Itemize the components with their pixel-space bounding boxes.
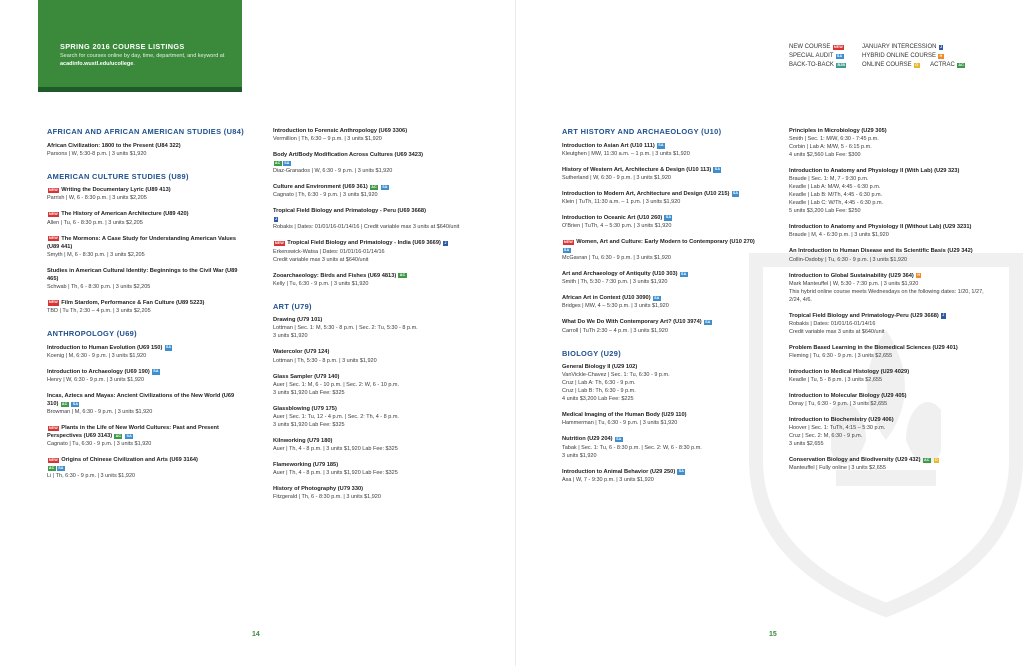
course-title	[273, 437, 473, 445]
course-title	[273, 272, 473, 280]
course-title	[47, 392, 247, 408]
course-entry	[273, 151, 473, 175]
course-entry	[789, 368, 989, 384]
badge-ac: AC	[274, 160, 281, 165]
course-title-text: Women, Art and Culture: Early Modern to Contemporary (U10 270)	[576, 239, 755, 246]
course-title-text: General Biology II (U29 102)	[562, 364, 638, 371]
course-title-text: Body Art/Body Modification Across Cultures (U69 3423)	[273, 152, 424, 159]
course-details: Sutherland | W, 6:30 - 9 p.m. | 3 units $1,920	[562, 174, 671, 181]
course-entry	[273, 373, 473, 397]
course-details: Hoover | Sec. 1: TuTh, 4:15 – 5:30 p.m.	[789, 425, 886, 432]
course-details: Parsons | W, 5:30-8 p.m. | 3 units $1,920	[47, 150, 147, 157]
badge-bb: B2B	[837, 62, 846, 67]
badge-sa: SA	[705, 319, 711, 324]
course-title-text: An Introduction to Human Disease and its Scientific Basis (U29 342)	[789, 248, 973, 255]
course-details: Li | Th, 6:30 - 9 p.m. | 3 units $1,920	[47, 473, 136, 480]
course-title-text: Drawing (U79 101)	[273, 317, 323, 324]
course-entry	[789, 167, 989, 215]
course-details: Cruz | Lab A: Th, 6:30 - 9 p.m.	[562, 380, 636, 387]
course-title	[273, 316, 473, 324]
course-details: Cruz | Sec. 2: M, 6:30 - 9 p.m.	[789, 433, 863, 440]
course-entry	[789, 416, 989, 448]
badge-sa: SA	[616, 436, 622, 441]
course-details: 3 units $1,920	[562, 452, 597, 459]
course-details: 5 units $3,200 Lab Fee: $250	[789, 208, 861, 215]
course-title-text: Introduction to Anatomy and Physiology II (With Lab) (U29 323)	[789, 168, 960, 175]
course-badges	[273, 215, 473, 223]
legend-row	[789, 61, 966, 70]
legend-item	[862, 61, 920, 70]
course-title	[562, 318, 762, 326]
course-title-text: Tropical Field Biology and Primatology - India (U69 3669)	[287, 240, 441, 247]
course-title-text: Tropical Field Biology and Primatology - Peru (U69 3668)	[273, 208, 426, 215]
course-title-text: Art and Archaeology of Antiquity (U10 303)	[562, 271, 678, 278]
legend-item	[789, 61, 862, 70]
course-title-text: Culture and Environment (U69 361)	[273, 184, 368, 191]
course-details: Smith | Th, 5:30 - 7:30 p.m. | 3 units $1,920	[562, 279, 668, 286]
course-details: Corbin | Lab A: M/W, 5 - 6:15 p.m.	[789, 144, 872, 151]
legend-label: BACK-TO-BACK	[789, 62, 834, 68]
section-heading: AFRICAN AND AFRICAN AMERICAN STUDIES (U84)	[47, 127, 244, 136]
banner-title: SPRING 2016 COURSE LISTINGS	[60, 42, 185, 51]
course-details: Hammerman | Tu, 6:30 - 9 p.m. | 3 units $1,920	[562, 420, 678, 427]
legend-label: JANUARY INTERCESSION	[862, 44, 937, 50]
badge-j: J	[274, 216, 278, 221]
course-title	[562, 294, 762, 302]
section-heading: AMERICAN CULTURE STUDIES (U89)	[47, 171, 189, 181]
section-heading: ART (U79)	[273, 301, 312, 311]
badge-sa: SA	[58, 465, 64, 470]
course-details: Doray | Tu, 6:30 - 9 p.m. | 3 units $2,655	[789, 401, 888, 408]
course-title-text: Introduction to Asian Art (U10 111)	[562, 142, 655, 149]
course-entry	[562, 270, 762, 286]
course-details: Robakis | Dates: 01/01/16-01/14/16 | Credit variable max 3 units at $640/unit	[273, 224, 460, 231]
course-details: Auer | Sec. 1: M, 6 - 10 p.m. | Sec. 2: W, 6 - 10 p.m.	[273, 381, 400, 388]
legend-item	[862, 52, 944, 61]
course-entry	[789, 272, 989, 304]
course-title	[273, 485, 473, 493]
course-title	[273, 127, 473, 135]
course-title	[273, 183, 473, 191]
course-title	[789, 416, 989, 424]
badge-j: J	[942, 313, 945, 318]
course-details: Keadle | Tu, 5 - 8 p.m. | 3 units $2,655	[789, 377, 883, 383]
course-entry	[273, 316, 473, 340]
section-heading: ART HISTORY AND ARCHAEOLOGY (U10)	[562, 127, 722, 136]
badge-ac: AC	[371, 184, 377, 189]
course-details: 4 units $2,560 Lab Fee: $300	[789, 152, 861, 159]
course-details: TBD | Tu Th, 2:30 – 4 p.m. | 3 units $2,205	[47, 308, 151, 315]
course-details: Klein | TuTh, 11:30 a.m. – 1 p.m. | 3 units $1,920	[562, 198, 681, 205]
legend-item	[930, 61, 966, 70]
course-entry	[47, 186, 247, 202]
course-entry	[47, 267, 247, 291]
course-entry	[562, 411, 762, 427]
course-title	[47, 456, 247, 464]
course-title	[789, 312, 989, 320]
course-details: Robakis | Dates: 01/01/16-01/14/16	[789, 320, 876, 327]
course-title-text: History of Western Art, Architecture & Design (U10 113)	[562, 166, 712, 173]
badge-new: NEW	[48, 187, 58, 192]
course-details: McGavran | Tu, 6:30 - 9 p.m. | 3 units $1,920	[562, 255, 671, 262]
course-title-text: What Do We Do With Contemporary Art? (U10 3974)	[562, 319, 702, 326]
badge-sa: SA	[714, 167, 721, 172]
course-title-text: Origins of Chinese Civilization and Arts (U69 3164)	[61, 457, 198, 464]
course-details: Asa | W, 7 - 9:30 p.m. | 3 units $1,920	[562, 476, 654, 483]
course-title-text: Flameworking (U79 185)	[273, 461, 339, 468]
course-entry	[562, 294, 762, 310]
course-details: O'Brien | TuTh, 4 – 5:30 p.m. | 3 units $1,920	[562, 223, 672, 230]
course-details: Collin-Osdoby | Tu, 6:30 - 9 p.m. | 3 units $1,920	[789, 256, 908, 263]
badge-ac: AC	[48, 465, 55, 470]
column-3	[562, 127, 762, 492]
course-title	[273, 239, 473, 247]
course-title-text: Introduction to Animal Behavior (U29 250)	[562, 468, 676, 475]
section-heading: ANTHROPOLOGY (U69)	[47, 329, 137, 339]
course-details: Credit variable max 3 units at $640/unit	[273, 256, 369, 263]
course-title	[789, 456, 989, 464]
course-title-text: Watercolor (U79 124)	[273, 349, 330, 356]
course-title-text: Introduction to Forensic Anthropology (U69 3306)	[273, 128, 408, 134]
course-entry	[789, 392, 989, 408]
course-details: Bridges | MW, 4 – 5:30 p.m. | 3 units $1,920	[562, 303, 669, 310]
course-details: This hybrid online course meets Wednesdays on the following dates: 1/20, 1/27, 2/24, 4/6.	[789, 288, 984, 303]
course-details: Browman | M, 6:30 - 9 p.m. | 3 units $1,920	[47, 409, 153, 416]
column-4	[789, 127, 989, 480]
course-entry	[789, 223, 989, 239]
badge-ac: AC	[61, 401, 68, 406]
badge-new: NEW	[48, 211, 58, 216]
badge-new: NEW	[48, 457, 58, 462]
course-title	[273, 151, 473, 159]
badge-ac: AC	[399, 273, 406, 278]
course-title	[47, 424, 247, 440]
course-title	[47, 368, 247, 376]
badge-on: O	[915, 62, 919, 67]
course-title	[562, 142, 762, 150]
badge-sa: SA	[284, 160, 290, 165]
course-details: Tabak | Sec. 1: Tu, 6 - 8:30 p.m. | Sec. 2: W, 6 - 8:30 p.m.	[562, 444, 702, 451]
course-entry	[273, 183, 473, 199]
course-details: Lottman | Sec. 1: M, 5:30 - 8 p.m. | Sec. 2: Tu, 5:30 - 8 p.m.	[273, 325, 418, 332]
course-title	[562, 468, 762, 476]
course-details: Braude | M, 4 - 6:30 p.m. | 3 units $1,920	[789, 232, 889, 239]
course-entry	[789, 344, 989, 360]
legend-label: NEW COURSE	[789, 44, 831, 50]
badge-hy: H	[917, 273, 921, 278]
legend-row	[789, 52, 966, 61]
badge-sa: SA	[563, 247, 570, 252]
course-title-text: Incas, Aztecs and Mayas: Ancient Civilizations of the New World (U69 310)	[47, 392, 235, 408]
course-entry	[273, 437, 473, 453]
page-number-right: 15	[769, 631, 777, 638]
badge-sa: SA	[836, 53, 843, 58]
course-title-text: Nutrition (U29 204)	[562, 436, 613, 443]
course-entry	[273, 239, 473, 263]
course-entry	[562, 166, 762, 182]
course-title	[562, 363, 762, 371]
course-entry	[47, 142, 247, 158]
course-badges	[47, 464, 247, 472]
course-title-text: Introduction to Medical Histology (U29 4029)	[789, 368, 910, 375]
course-title	[562, 411, 762, 419]
course-title-text: History of Photography (U79 330)	[273, 486, 364, 493]
right-page	[515, 0, 1030, 666]
course-details: Auer | Th, 4 - 8 p.m. | 3 units $1,920 Lab Fee: $325	[273, 470, 398, 477]
course-details: 3 units $1,920 Lab Fee: $325	[273, 389, 345, 396]
course-details: Cagnato | Th, 6:30 - 9 p.m. | 3 units $1,920	[273, 192, 378, 199]
course-entry	[47, 392, 247, 416]
badge-sa: SA	[72, 401, 79, 406]
course-title-text: Studies in American Cultural Identity: Beginnings to the Civil War (U89 465)	[47, 267, 238, 282]
course-details: Allen | Tu, 6 - 8:30 p.m. | 3 units $2,205	[47, 219, 143, 226]
course-details: Mark Manteuffel | W, 5:30 - 7:30 p.m. | 3 units $1,920	[789, 280, 919, 287]
course-entry	[273, 127, 473, 143]
course-title	[47, 344, 247, 352]
course-title-text: Glassblowing (U79 175)	[273, 405, 337, 412]
legend	[789, 43, 966, 70]
course-title	[273, 348, 473, 356]
course-title	[47, 299, 247, 307]
badge-sa: SA	[681, 271, 687, 276]
badge-ac: AC	[115, 433, 122, 438]
course-details: Erkenswick-Watsa | Dates: 01/01/16-01/14/16	[273, 248, 385, 255]
course-title-text: The Mormons: A Case Study for Understanding American Values (U89 441)	[47, 235, 237, 250]
course-title-text: Conservation Biology and Biodiversity (U29 432)	[789, 457, 921, 464]
column-1	[47, 127, 247, 488]
course-entry	[562, 214, 762, 230]
badge-new: NEW	[274, 240, 284, 245]
course-title-text: Introduction to Human Evolution (U69 150)	[47, 344, 163, 351]
badge-sa: SA	[165, 345, 172, 350]
course-details: 3 units $1,920	[273, 333, 308, 340]
course-details: Auer | Sec. 1: Tu, 12 - 4 p.m. | Sec. 2: Th, 4 - 8 p.m.	[273, 413, 399, 420]
course-details: Smyth | M, 6 - 8:30 p.m. | 3 units $2,205	[47, 251, 145, 258]
course-title	[789, 368, 989, 376]
course-entry	[47, 299, 247, 315]
course-title	[562, 270, 762, 278]
badge-sa: SA	[654, 295, 660, 300]
course-entry	[47, 456, 247, 480]
course-entry	[47, 368, 247, 384]
course-entry	[789, 247, 989, 263]
course-entry	[273, 405, 473, 429]
badge-sa: SA	[382, 184, 388, 189]
course-title-text: Kilnworking (U79 180)	[273, 437, 333, 444]
course-title-text: Introduction to Modern Art, Architecture and Design (U10 215)	[562, 190, 730, 197]
course-title-text: Introduction to Anatomy and Physiology II (Without Lab) (U29 3231)	[789, 224, 972, 231]
course-details: Parrish | W, 6 - 8:30 p.m. | 3 units $2,205	[47, 195, 147, 202]
banner-url-link[interactable]: acadinfo.wustl.edu/ucollege	[60, 60, 134, 67]
course-title	[47, 235, 247, 251]
course-details: Auer | Th, 4 - 8 p.m. | 3 units $1,920 Lab Fee: $325	[273, 445, 398, 452]
course-entry	[47, 424, 247, 448]
course-details: Vermillion | Th, 6:30 – 9 p.m. | 3 units $1,920	[273, 136, 382, 143]
course-badges	[273, 159, 473, 167]
course-title	[47, 267, 247, 283]
course-entry	[273, 485, 473, 501]
badge-sa: SA	[665, 215, 672, 220]
banner-subtitle	[60, 53, 238, 68]
badge-new: NEW	[833, 44, 843, 49]
course-entry	[562, 238, 762, 262]
badge-sa: SA	[126, 433, 132, 438]
course-details: Fleming | Tu, 6:30 - 9 p.m. | 3 units $2,655	[789, 352, 893, 359]
course-entry	[273, 461, 473, 477]
course-details: Manteuffel | Fully online | 3 units $2,655	[789, 465, 886, 472]
course-details: Kleutghen | MW, 11:30 a.m. – 1 p.m. | 3 units $1,920	[562, 150, 690, 157]
course-details: 3 units $1,920 Lab Fee: $325	[273, 421, 345, 428]
badge-sa: SA	[658, 143, 664, 148]
course-title	[789, 272, 989, 280]
course-title	[562, 190, 762, 198]
course-title	[273, 405, 473, 413]
course-details: Koenig | M, 6:30 - 9 p.m. | 3 units $1,920	[47, 352, 147, 359]
badge-j: J	[940, 44, 943, 49]
course-entry	[562, 318, 762, 334]
legend-row	[789, 43, 966, 52]
course-entry	[789, 312, 989, 336]
course-title	[273, 207, 473, 215]
course-title-text: Introduction to Global Sustainability (U29 364)	[789, 272, 914, 279]
course-details: Braude | Sec. 1: M, 7 - 9:30 p.m.	[789, 176, 869, 183]
course-title-text: Introduction to Biochemistry (U29 406)	[789, 417, 894, 424]
course-entry	[562, 363, 762, 403]
course-details: Keadle | Lab A: M/W, 4:45 - 6:30 p.m.	[789, 184, 881, 191]
course-title-text: Principles in Microbiology (U29 305)	[789, 128, 887, 134]
course-entry	[562, 468, 762, 484]
course-details: Keadle | Lab B: M/Th, 4:45 - 6:30 p.m.	[789, 192, 883, 199]
course-title-text: Writing the Documentary Lyric (U89 413)	[61, 187, 171, 194]
course-details: Fitzgerald | Th, 6 - 8:30 p.m. | 3 units $1,920	[273, 494, 381, 501]
course-title-text: Glass Sampler (U79 140)	[273, 373, 340, 380]
course-entry	[562, 142, 762, 158]
course-entry	[273, 348, 473, 364]
course-title-text: Plants in the Life of New World Cultures: Past and Present Perspectives (U69 3143)	[47, 425, 219, 440]
banner-sub-text: Search for courses online by day, time, department, and keyword at	[60, 53, 225, 59]
course-title-text: Introduction to Molecular Biology (U29 405)	[789, 393, 907, 400]
course-details: 3 units $2,655	[789, 441, 824, 448]
badge-ac: AC	[923, 457, 930, 462]
course-details: Lottman | Th, 5:30 - 8 p.m. | 3 units $1,920	[273, 357, 377, 364]
course-title-text: African Art in Context (U10 3090)	[562, 295, 651, 302]
course-title	[562, 166, 762, 174]
course-title	[789, 392, 989, 400]
course-title	[273, 373, 473, 381]
course-details: 4 units $3,200 Lab Fee: $225	[562, 396, 634, 403]
course-details: Henry | W, 6:30 - 9 p.m. | 3 units $1,920	[47, 376, 145, 383]
course-entry	[47, 235, 247, 259]
course-details: Carroll | TuTh 2:30 – 4 p.m. | 3 units $1,920	[562, 327, 668, 334]
course-title	[789, 127, 989, 135]
course-title-text: Tropical Field Biology and Primatology-Peru (U29 3668)	[789, 312, 939, 319]
course-entry	[47, 344, 247, 360]
badge-hy: H	[939, 53, 943, 58]
course-title	[47, 142, 247, 150]
badge-sa: SA	[732, 191, 739, 196]
course-details: Cagnato | Tu, 6:30 - 9 p.m. | 3 units $1,920	[47, 441, 152, 448]
column-2	[273, 127, 473, 509]
course-title	[47, 186, 247, 194]
course-title	[562, 435, 762, 443]
course-title	[562, 214, 762, 222]
legend-label: ONLINE COURSE	[862, 62, 912, 68]
legend-item	[789, 52, 862, 61]
course-entry	[789, 127, 989, 159]
course-details: Credit variable max 3 units at $640/unit	[789, 328, 885, 335]
course-entry	[789, 456, 989, 472]
course-title-text: Film Stardom, Performance & Fan Culture (U89 5223)	[61, 299, 205, 306]
course-entry	[47, 210, 247, 226]
course-title	[789, 223, 989, 231]
badge-sa: SA	[153, 369, 159, 374]
course-title-text: African Civilization: 1800 to the Present (U84 322)	[47, 142, 181, 149]
legend-label: HYBRID ONLINE COURSE	[862, 53, 937, 59]
badge-new: NEW	[563, 239, 573, 244]
course-details: Kelly | Tu, 6:30 - 9 p.m. | 3 units $1,920	[273, 280, 369, 287]
course-title	[47, 210, 247, 218]
legend-item	[862, 43, 944, 52]
badge-on: O	[934, 457, 938, 462]
course-title	[789, 344, 989, 352]
course-title-text: Problem Based Learning in the Biomedical Sciences (U29 401)	[789, 344, 958, 351]
course-title	[789, 167, 989, 175]
course-title	[789, 247, 989, 255]
badge-new: NEW	[48, 236, 58, 241]
banner-sub-suffix: .	[133, 60, 135, 67]
course-details: Schwab | Th, 6 - 8:30 p.m. | 3 units $2,205	[47, 283, 151, 290]
course-details: Keadle | Lab C: W/Th, 4:45 - 6:30 p.m.	[789, 200, 884, 207]
badge-new: NEW	[48, 425, 58, 430]
badge-new: NEW	[48, 300, 58, 305]
course-entry	[562, 435, 762, 459]
course-details: Smith | Sec. 1: M/W, 6:30 - 7:45 p.m.	[789, 136, 879, 143]
course-title	[562, 238, 762, 254]
page-number-left: 14	[252, 631, 260, 638]
banner-stripe	[38, 87, 242, 92]
badge-ac: AC	[958, 62, 964, 67]
header-banner	[38, 0, 242, 92]
course-title-text: Zooarchaeology: Birds and Fishes (U69 4813)	[273, 272, 397, 279]
course-entry	[562, 190, 762, 206]
course-title	[273, 461, 473, 469]
course-title-text: Introduction to Oceanic Art (U10 260)	[562, 214, 663, 221]
badge-j: J	[444, 240, 447, 245]
course-entry	[273, 207, 473, 231]
course-details: Diaz-Granados | W, 6:30 - 9 p.m. | 3 units $1,920	[273, 168, 393, 175]
course-title-text: Medical Imaging of the Human Body (U29 110)	[562, 412, 687, 419]
section-heading: BIOLOGY (U29)	[562, 348, 622, 358]
course-details: Cruz | Lab B: Th, 6:30 - 9 p.m.	[562, 388, 636, 395]
legend-label: SPECIAL AUDIT	[789, 53, 834, 59]
course-title-text: Introduction to Archaeology (U69 190)	[47, 368, 150, 375]
course-title-text: The History of American Architecture (U89 420)	[61, 211, 189, 218]
course-details: VanVickle-Chavez | Sec. 1: Tu, 6:30 - 9 p.m.	[562, 372, 670, 379]
legend-item	[789, 43, 862, 52]
legend-label: ACTRAC	[930, 62, 955, 68]
badge-sa: SA	[678, 469, 685, 474]
course-entry	[273, 272, 473, 288]
